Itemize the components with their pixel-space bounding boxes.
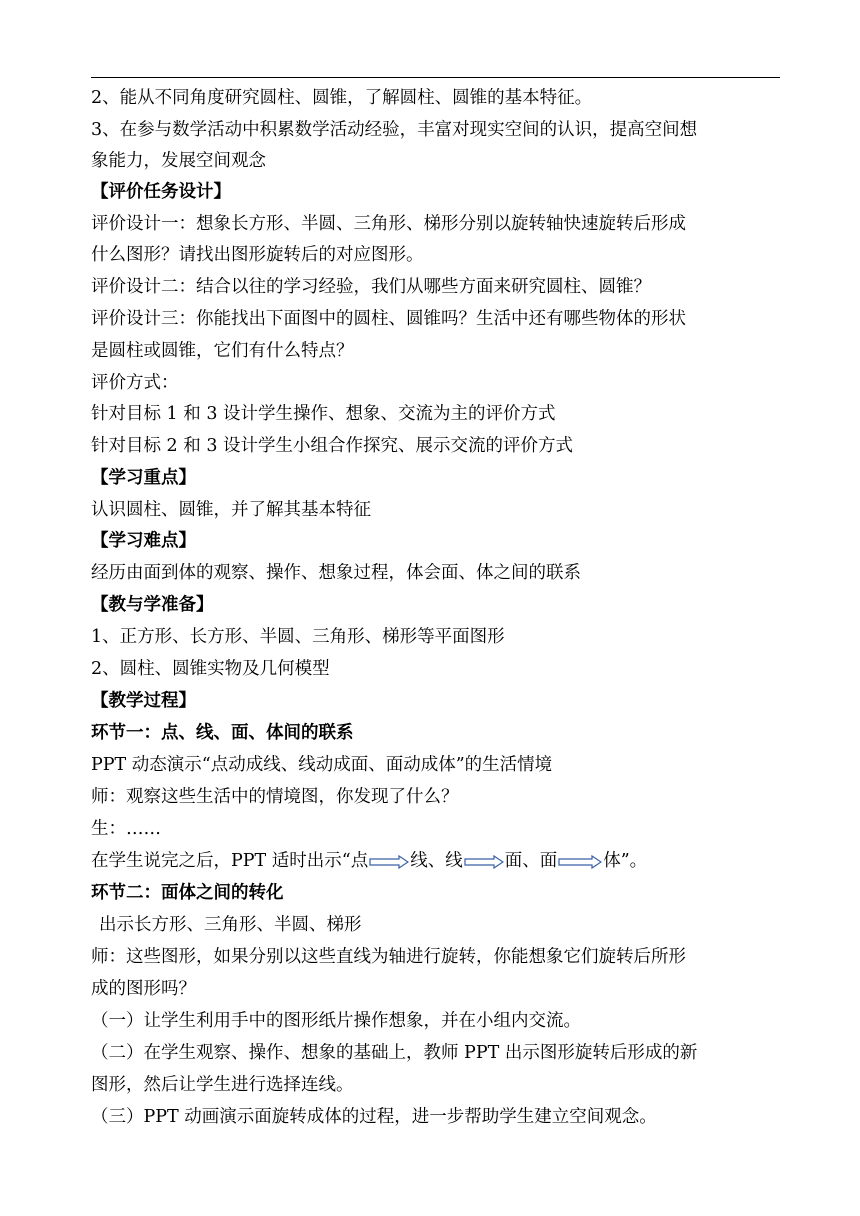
step-2-activity-1: （一）让学生利用手中的图形纸片操作想象，并在小组内交流。 — [91, 1011, 581, 1031]
right-arrow-icon — [558, 855, 602, 869]
summary-part-1: 在学生说完之后，PPT 适时出示“点 — [91, 851, 369, 871]
objective-3-line-2: 象能力，发展空间观念 — [91, 151, 266, 171]
section-heading-evaluation: 【评价任务设计】 — [91, 182, 231, 202]
step-2-heading: 环节二：面体之间的转化 — [91, 883, 284, 903]
difficulties-text: 经历由面到体的观察、操作、想象过程，体会面、体之间的联系 — [91, 563, 581, 583]
step-2-shapes: 出示长方形、三角形、半圆、梯形 — [99, 915, 362, 935]
key-points-text: 认识圆柱、圆锥，并了解其基本特征 — [91, 500, 371, 520]
section-heading-difficulties: 【学习难点】 — [91, 531, 196, 551]
evaluation-3-line-1: 评价设计三：你能找出下面图中的圆柱、圆锥吗？生活中还有哪些物体的形状 — [91, 309, 686, 329]
preparation-1: 1、正方形、长方形、半圆、三角形、梯形等平面图形 — [91, 627, 505, 647]
header-rule — [91, 77, 780, 78]
step-1-summary — [91, 849, 647, 873]
summary-part-3: 面、面 — [504, 851, 558, 871]
evaluation-method-2: 针对目标 2 和 3 设计学生小组合作探究、展示交流的评价方式 — [91, 436, 574, 456]
step-2-teacher-question-line-2: 成的图形吗？ — [91, 979, 196, 999]
evaluation-1-line-2: 什么图形？请找出图形旋转后的对应图形。 — [91, 245, 424, 265]
evaluation-2: 评价设计二：结合以往的学习经验，我们从哪些方面来研究圆柱、圆锥？ — [91, 277, 651, 297]
evaluation-method-label: 评价方式： — [91, 373, 179, 393]
step-1-ppt-demo: PPT 动态演示“点动成线、线动成面、面动成体”的生活情境 — [91, 755, 553, 775]
section-heading-process: 【教学过程】 — [91, 691, 196, 711]
step-2-activity-2-line-1: （二）在学生观察、操作、想象的基础上，教师 PPT 出示图形旋转后形成的新 — [91, 1043, 698, 1063]
objective-3-line-1: 3、在参与数学活动中积累数学活动经验，丰富对现实空间的认识，提高空间想 — [91, 120, 698, 140]
step-1-heading: 环节一：点、线、面、体间的联系 — [91, 723, 354, 743]
right-arrow-icon — [369, 855, 409, 869]
evaluation-method-1: 针对目标 1 和 3 设计学生操作、想象、交流为主的评价方式 — [91, 404, 556, 424]
section-heading-key-points: 【学习重点】 — [91, 468, 196, 488]
summary-part-2: 线、线 — [410, 851, 463, 871]
step-1-teacher-question: 师：观察这些生活中的情境图，你发现了什么？ — [91, 787, 459, 807]
preparation-2: 2、圆柱、圆锥实物及几何模型 — [91, 659, 330, 679]
objective-2: 2、能从不同角度研究圆柱、圆锥，了解圆柱、圆锥的基本特征。 — [91, 88, 593, 108]
step-1-student-answer: 生：…… — [91, 819, 161, 839]
step-2-activity-3: （三）PPT 动画演示面旋转成体的过程，进一步帮助学生建立空间观念。 — [91, 1107, 657, 1127]
section-heading-preparation: 【教与学准备】 — [91, 595, 214, 615]
step-2-activity-2-line-2: 图形，然后让学生进行选择连线。 — [91, 1075, 354, 1095]
evaluation-1-line-1: 评价设计一：想象长方形、半圆、三角形、梯形分别以旋转轴快速旋转后形成 — [91, 214, 686, 234]
summary-part-4: 体”。 — [603, 851, 648, 871]
right-arrow-icon — [464, 855, 504, 869]
step-2-teacher-question-line-1: 师：这些图形，如果分别以这些直线为轴进行旋转，你能想象它们旋转后所形 — [91, 947, 686, 967]
evaluation-3-line-2: 是圆柱或圆锥，它们有什么特点？ — [91, 341, 354, 361]
